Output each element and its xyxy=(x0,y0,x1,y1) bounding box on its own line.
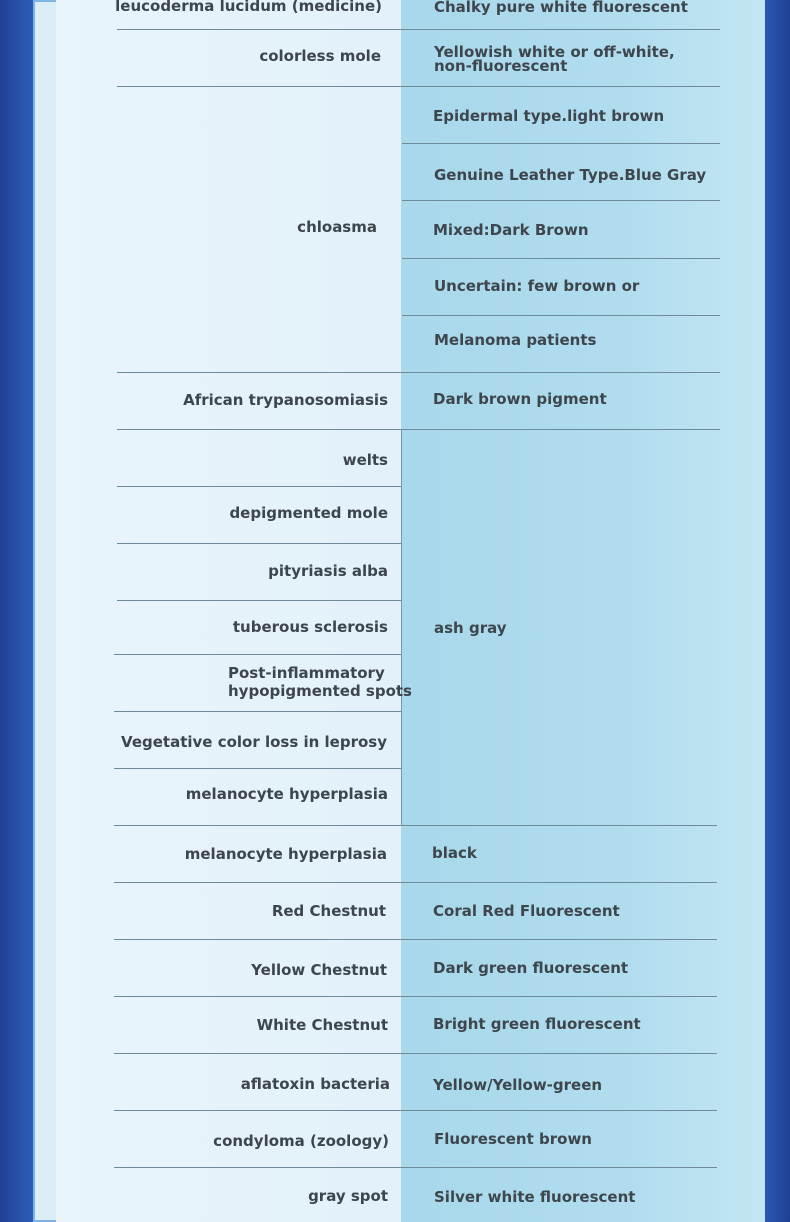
disease-cell: welts xyxy=(342,451,388,469)
disease-cell: hypopigmented spots xyxy=(228,682,412,700)
fluorescence-cell: Dark green fluorescent xyxy=(433,959,629,977)
fluorescence-cell: Epidermal type.light brown xyxy=(433,107,665,125)
disease-cell: condyloma (zoology) xyxy=(213,1132,389,1150)
row-divider xyxy=(114,768,401,769)
fluorescence-cell: Yellowish white or off-white, xyxy=(434,43,675,61)
row-divider xyxy=(117,543,401,544)
fluorescence-cell: ash gray xyxy=(434,619,507,637)
fluorescence-cell: Coral Red Fluorescent xyxy=(433,902,620,920)
fluorescence-cell: Uncertain: few brown or xyxy=(434,277,640,295)
disease-cell: depigmented mole xyxy=(229,504,388,522)
fluorescence-cell: Dark brown pigment xyxy=(433,390,607,408)
column-divider xyxy=(401,429,402,825)
row-divider xyxy=(402,200,720,201)
fluorescence-cell: Melanoma patients xyxy=(434,331,597,349)
fluorescence-cell: black xyxy=(432,844,477,862)
disease-cell: melanocyte hyperplasia xyxy=(185,785,388,803)
disease-cell: pityriasis alba xyxy=(268,562,388,580)
fluorescence-cell: Mixed:Dark Brown xyxy=(433,221,589,239)
disease-cell: Red Chestnut xyxy=(271,902,386,920)
row-divider xyxy=(114,882,717,883)
row-divider xyxy=(114,654,401,655)
fluorescence-cell: Chalky pure white fluorescent xyxy=(434,0,688,16)
row-divider xyxy=(117,29,720,30)
row-divider xyxy=(402,143,720,144)
disease-cell: White Chestnut xyxy=(256,1016,388,1034)
fluorescence-cell: Bright green fluorescent xyxy=(433,1015,641,1033)
disease-cell: gray spot xyxy=(308,1187,388,1205)
disease-cell: aflatoxin bacteria xyxy=(240,1075,390,1093)
row-divider xyxy=(117,486,401,487)
row-divider xyxy=(114,825,717,826)
disease-cell: Vegetative color loss in leprosy xyxy=(121,733,387,751)
disease-cell: melanocyte hyperplasia xyxy=(184,845,387,863)
row-divider xyxy=(114,939,717,940)
row-divider xyxy=(402,258,720,259)
row-divider xyxy=(117,372,720,373)
row-divider xyxy=(117,86,720,87)
row-divider xyxy=(117,600,401,601)
fluorescence-cell: Yellow/Yellow-green xyxy=(433,1076,603,1094)
disease-cell: Post-inflammatory xyxy=(228,664,385,682)
row-divider xyxy=(114,1110,717,1111)
row-divider xyxy=(114,996,717,997)
disease-cell: Yellow Chestnut xyxy=(251,961,387,979)
fluorescence-cell: Silver white fluorescent xyxy=(434,1188,636,1206)
disease-cell: chloasma xyxy=(297,218,377,236)
disease-cell: colorless mole xyxy=(259,47,381,65)
fluorescence-cell: Fluorescent brown xyxy=(434,1130,592,1148)
disease-cell: leucoderma lucidum (medicine) xyxy=(115,0,382,15)
row-divider xyxy=(402,315,720,316)
fluorescence-cell: Genuine Leather Type.Blue Gray xyxy=(434,166,707,184)
fluorescence-cell: non-fluorescent xyxy=(434,57,568,75)
row-divider xyxy=(117,429,720,430)
disease-cell: African trypanosomiasis xyxy=(183,391,388,409)
row-divider xyxy=(114,1167,717,1168)
disease-cell: tuberous sclerosis xyxy=(232,618,388,636)
row-divider xyxy=(114,1053,717,1054)
row-divider xyxy=(114,711,401,712)
